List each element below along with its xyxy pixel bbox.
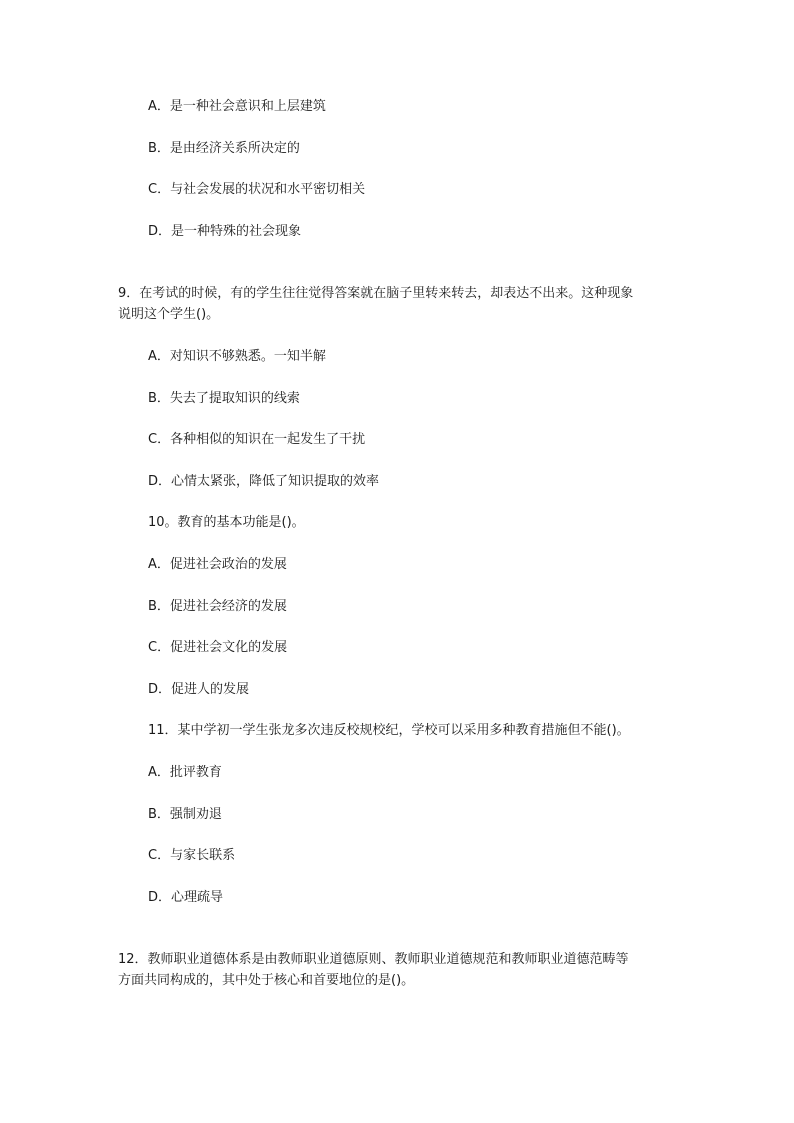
q11-option-b: B．强制劝退	[148, 807, 222, 822]
q9-option-c: C．各种相似的知识在一起发生了干扰	[148, 432, 366, 447]
q11-option-a: A．批评教育	[148, 765, 222, 780]
q9-question-line-1: 9．在考试的时候，有的学生往往觉得答案就在脑子里转来转去，却表达不出来。这种现象	[118, 286, 634, 301]
q12-question-line-2: 方面共同构成的，其中处于核心和首要地位的是()。	[118, 973, 415, 988]
q8-option-d: D．是一种特殊的社会现象	[148, 224, 302, 239]
q9-option-b: B．失去了提取知识的线索	[148, 391, 300, 406]
q12-question-line-1: 12．教师职业道德体系是由教师职业道德原则、教师职业道德规范和教师职业道德范畴等	[118, 952, 629, 967]
q11-option-c: C．与家长联系	[148, 848, 236, 863]
q10-option-a: A．促进社会政治的发展	[148, 557, 287, 572]
q10-question: 10。教育的基本功能是()。	[148, 515, 305, 530]
q10-option-c: C．促进社会文化的发展	[148, 640, 288, 655]
q8-option-a: A．是一种社会意识和上层建筑	[148, 99, 326, 114]
q11-option-d: D．心理疏导	[148, 890, 224, 905]
q9-question-line-2: 说明这个学生()。	[118, 307, 220, 322]
q9-option-a: A．对知识不够熟悉。一知半解	[148, 349, 326, 364]
q10-option-d: D．促进人的发展	[148, 682, 250, 697]
q10-option-b: B．促进社会经济的发展	[148, 599, 287, 614]
q8-option-b: B．是由经济关系所决定的	[148, 141, 300, 156]
q9-option-d: D．心情太紧张，降低了知识提取的效率	[148, 474, 380, 489]
q11-question: 11．某中学初一学生张龙多次违反校规校纪，学校可以采用多种教育措施但不能()。	[148, 723, 630, 738]
q8-option-c: C．与社会发展的状况和水平密切相关	[148, 182, 366, 197]
